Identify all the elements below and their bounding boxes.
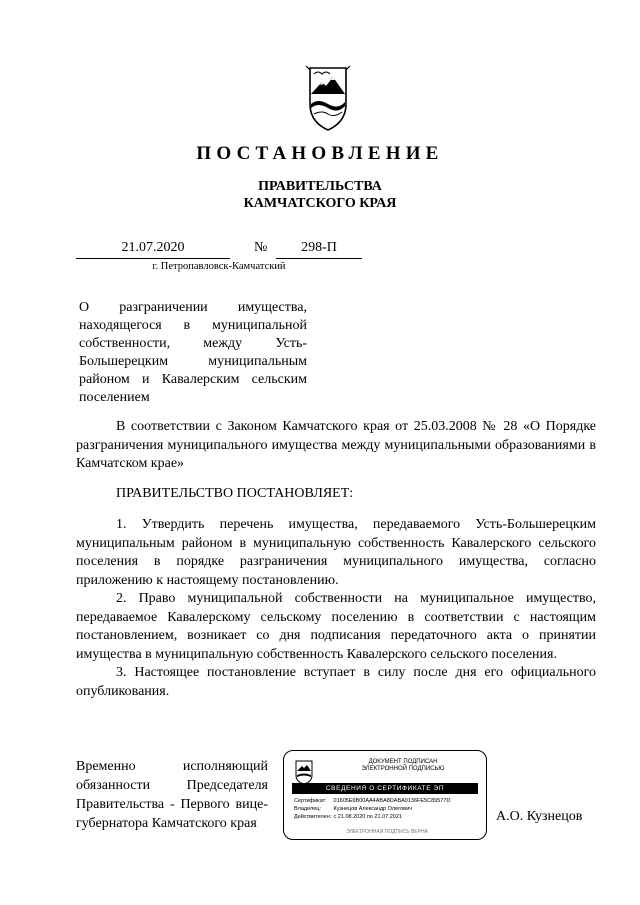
electronic-signature-stamp	[283, 750, 487, 840]
stamp-row-value: Кузнецов Александр Олегович	[333, 806, 413, 812]
decree-item-2: 2. Право муниципальной собственности на муниципальное имущество, передаваемое Кавалерскому сельскому поселению в соответствии с настоящим постановлением, возникает со дня подписания передаточного акта о принятии имущества в муниципальную собственность Кавалерского сельского поселения.	[76, 591, 596, 662]
signer-position	[76, 757, 268, 833]
decree-statement: ПРАВИТЕЛЬСТВО ПОСТАНОВЛЯЕТ:	[116, 486, 354, 501]
coat-of-arms-icon	[300, 60, 356, 132]
stamp-emblem-icon	[294, 759, 314, 785]
document-city: г. Петропавловск-Камчатский	[152, 261, 286, 272]
stamp-header	[328, 759, 478, 773]
stamp-row-value: 01605E6B00AA4ABA8DABA0136FE5C89577D	[333, 798, 451, 804]
stamp-footer: ЭЛЕКТРОННАЯ ПОДПИСЬ ВЕРНА	[346, 829, 428, 835]
issuing-body	[0, 178, 640, 212]
decree-item-3: 3. Настоящее постановление вступает в силу после дня его официального опубликования.	[76, 665, 596, 699]
signer-position-line-1: Временно исполняющий	[76, 759, 268, 774]
preamble-paragraph: В соответствии с Законом Камчатского края от 25.03.2008 № 28 «О Порядке разграничения муниципального имущества между муниципальными образованиями в Камчатском крае»	[76, 419, 596, 471]
stamp-band: СВЕДЕНИЯ О СЕРТИФИКАТЕ ЭП	[292, 783, 478, 794]
stamp-row-validity	[294, 813, 482, 821]
stamp-row-key: Владелец:	[294, 806, 321, 812]
stamp-header-line-1: ДОКУМЕНТ ПОДПИСАН	[368, 759, 438, 765]
stamp-row-owner	[294, 805, 482, 813]
signer-position-line-3: Правительства - Первого вице-	[76, 797, 268, 812]
stamp-row-key: Сертификат:	[294, 798, 327, 804]
document-number: 298-П	[276, 240, 362, 259]
stamp-row-value: с 21.08.2020 по 21.07.2021	[333, 814, 402, 820]
stamp-header-line-2: ЭЛЕКТРОННОЙ ПОДПИСЬЮ	[361, 766, 445, 772]
decree-items	[76, 516, 596, 701]
document-meta-row	[76, 240, 362, 260]
document-date: 21.07.2020	[76, 240, 230, 259]
stamp-row-key: Действителен:	[294, 814, 332, 820]
signer-name: А.О. Кузнецов	[496, 809, 583, 824]
stamp-details	[294, 797, 482, 821]
issuing-body-line-1: ПРАВИТЕЛЬСТВА	[258, 179, 382, 194]
decree-item-1: 1. Утвердить перечень имущества, передаваемого Усть-Большерецким муниципальным районом в муниципальную собственность Кавалерского сельского поселения в порядке разграничения муниципального имущества, согласно приложению к настоящему постановлению.	[76, 517, 596, 588]
stamp-row-certificate	[294, 797, 482, 805]
signer-position-line-4: губернатора Камчатского края	[76, 816, 257, 831]
signer-position-line-2: обязанности Председателя	[76, 778, 268, 793]
issuing-body-line-2: КАМЧАТСКОГО КРАЯ	[243, 196, 397, 211]
number-sign: №	[254, 240, 268, 255]
document-type-title: ПОСТАНОВЛЕНИЕ	[196, 143, 444, 164]
document-subject: О разграничении имущества, находящегося в муниципальной собственности, между Усть-Большерецким муниципальным районом и Кавалерским сельским поселением	[79, 300, 307, 405]
